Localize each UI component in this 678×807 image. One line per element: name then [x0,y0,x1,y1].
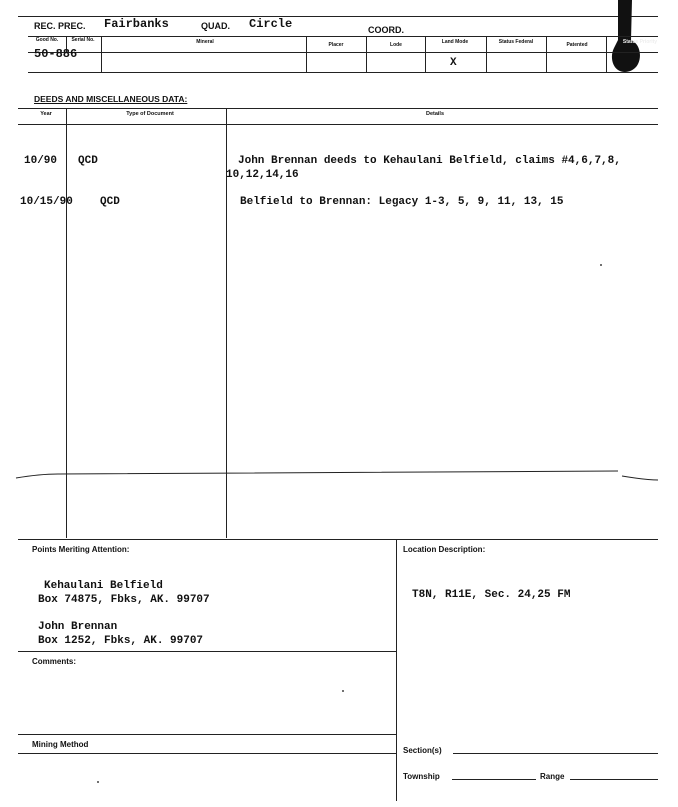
quad-value: Circle [249,17,293,31]
col-good-no: Good No. [35,37,59,43]
deeds-col-year: Year [40,111,52,117]
deed-row-1-details: John Brennan deeds to Kehaulani Belfield, claims #4,6,7,8, [238,155,621,167]
section-field[interactable] [453,753,658,754]
col-status-federal: Status Federal [498,39,534,45]
deeds-separator-line [14,466,660,486]
record-table-bottom [28,72,658,73]
col-mineral: Mineral [196,39,214,45]
deed-row-2-year: 10/15/90 [20,196,73,208]
township-field[interactable] [452,779,536,780]
coord-label: COORD. [368,25,404,35]
record-table-top [28,36,658,37]
speck [600,264,602,266]
deeds-col-details: Details [425,111,445,117]
ink-marker-blot [606,0,646,76]
rec-prec-label: REC. PREC. [34,21,86,31]
quad-label: QUAD. [201,21,230,31]
contact-1-address: Box 74875, Fbks, AK. 99707 [38,594,210,606]
col-serial-no: Serial No. [71,37,95,43]
range-field[interactable] [570,779,658,780]
deed-row-1-type: QCD [78,155,98,167]
col-lode: Lode [390,42,402,48]
col-placer: Placer [328,42,344,48]
contact-2-name: John Brennan [38,621,118,633]
range-label: Range [540,772,565,781]
section-label: Section(s) [403,746,442,755]
speck [342,690,344,692]
contact-2-address: Box 1252, Fbks, AK. 99707 [38,635,204,647]
speck [97,781,99,783]
deeds-section-title: DEEDS AND MISCELLANEOUS DATA: [34,94,188,104]
mining-method-label: Mining Method [32,740,89,749]
deeds-col-type: Type of Document [126,111,174,117]
contact-1-name: Kehaulani Belfield [44,580,163,592]
deed-row-1-year: 10/90 [24,155,58,167]
claim-number: 50-886 [34,47,78,61]
col-patented: Patented [566,42,588,48]
township-label: Township [403,772,440,781]
location-description-label: Location Description: [403,545,486,554]
deed-row-2-details: Belfield to Brennan: Legacy 1-3, 5, 9, 11, 13, 15 [240,196,564,208]
col-land-mode: Land Mode [441,39,469,45]
deed-row-1-details-cont: 10,12,14,16 [226,169,299,181]
deed-row-2-type: QCD [100,196,120,208]
points-meriting-label: Points Meriting Attention: [32,545,130,554]
comments-label: Comments: [32,657,77,666]
land-mode-mark: X [450,57,457,69]
location-description-value: T8N, R11E, Sec. 24,25 FM [412,589,571,601]
rec-prec-value: Fairbanks [104,17,169,31]
lower-divider [396,539,397,801]
col-status-priority: Status Priority [622,39,658,45]
record-table-header-bottom [28,52,658,53]
